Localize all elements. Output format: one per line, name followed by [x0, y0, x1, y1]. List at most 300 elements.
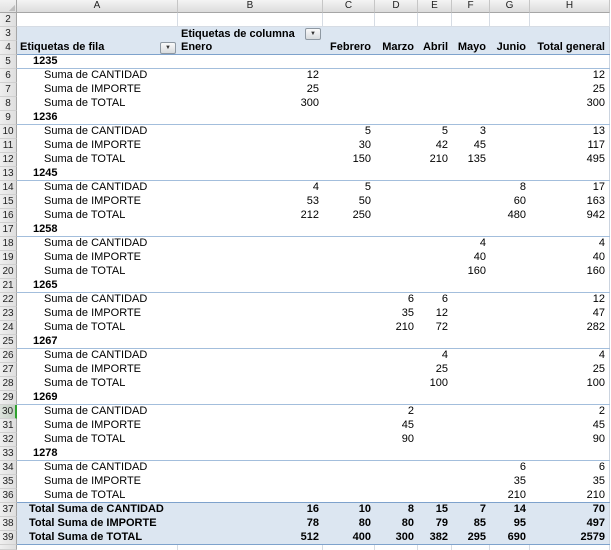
- cell-C17[interactable]: [323, 223, 375, 236]
- cell-C40[interactable]: [323, 545, 375, 550]
- value-cell-G11[interactable]: [490, 139, 530, 153]
- value-cell-B7[interactable]: 25: [306, 83, 319, 95]
- value-cell-D16[interactable]: [375, 209, 418, 223]
- row-header-5[interactable]: 5: [0, 55, 17, 69]
- row-header-8[interactable]: 8: [0, 97, 17, 111]
- cell-E9[interactable]: [418, 111, 452, 124]
- value-cell-B24[interactable]: [178, 321, 323, 335]
- row-header-12[interactable]: 12: [0, 153, 17, 167]
- cell-B2[interactable]: [178, 13, 323, 27]
- cell-G9[interactable]: [490, 111, 530, 124]
- cell-B29[interactable]: [178, 391, 323, 404]
- value-cell-C30[interactable]: [323, 405, 375, 419]
- cell-H3[interactable]: [530, 27, 610, 41]
- metric-label-cell[interactable]: Suma de IMPORTE: [44, 195, 141, 207]
- value-cell-H27[interactable]: 25: [530, 363, 610, 377]
- value-cell-G28[interactable]: [490, 377, 530, 391]
- value-cell-C23[interactable]: [323, 307, 375, 321]
- value-cell-G8[interactable]: [490, 97, 530, 111]
- cell-G3[interactable]: [490, 27, 530, 41]
- value-cell-H15[interactable]: 163: [530, 195, 610, 209]
- value-cell-D15[interactable]: [375, 195, 418, 209]
- month-header-cell[interactable]: Total general: [530, 41, 610, 54]
- value-cell-B35[interactable]: [178, 475, 323, 489]
- cell-G25[interactable]: [490, 335, 530, 348]
- row-header-26[interactable]: 26: [0, 349, 17, 363]
- row-header-34[interactable]: 34: [0, 461, 17, 475]
- cell-C2[interactable]: [323, 13, 375, 27]
- group-label-cell[interactable]: 1235: [33, 55, 58, 67]
- metric-label-cell[interactable]: Suma de IMPORTE: [44, 419, 141, 431]
- value-cell-B31[interactable]: [178, 419, 323, 433]
- value-cell-B34[interactable]: [178, 461, 323, 475]
- value-cell-B32[interactable]: [178, 433, 323, 447]
- value-cell-C15[interactable]: 50: [358, 195, 371, 207]
- value-cell-B28[interactable]: [178, 377, 323, 391]
- value-cell-D32[interactable]: 90: [401, 433, 414, 445]
- value-cell-C31[interactable]: [323, 419, 375, 433]
- cell-B25[interactable]: [178, 335, 323, 348]
- value-cell-E20[interactable]: [418, 265, 452, 279]
- grand-total-label-cell[interactable]: Total Suma de TOTAL: [29, 531, 143, 543]
- value-cell-C35[interactable]: [323, 475, 375, 489]
- value-cell-D36[interactable]: [375, 489, 418, 502]
- row-header-9[interactable]: 9: [0, 111, 17, 125]
- group-label-cell[interactable]: 1269: [33, 391, 58, 403]
- cell-E17[interactable]: [418, 223, 452, 236]
- value-cell-C24[interactable]: [323, 321, 375, 335]
- value-cell-F12[interactable]: 135: [467, 153, 486, 165]
- cell-H13[interactable]: [530, 167, 610, 180]
- value-cell-F30[interactable]: [452, 405, 490, 419]
- value-cell-B15[interactable]: 53: [306, 195, 319, 207]
- value-cell-D14[interactable]: [375, 181, 418, 195]
- cell-D25[interactable]: [375, 335, 418, 348]
- cell-F2[interactable]: [452, 13, 490, 27]
- cell-G13[interactable]: [490, 167, 530, 180]
- total-value-cell-C38[interactable]: 80: [358, 517, 371, 529]
- metric-label-cell[interactable]: Suma de TOTAL: [44, 489, 126, 501]
- metric-label-cell[interactable]: Suma de CANTIDAD: [44, 69, 148, 81]
- value-cell-D22[interactable]: 6: [407, 293, 414, 305]
- cell-E29[interactable]: [418, 391, 452, 404]
- metric-label-cell[interactable]: Suma de TOTAL: [44, 97, 126, 109]
- value-cell-G20[interactable]: [490, 265, 530, 279]
- value-cell-C34[interactable]: [323, 461, 375, 475]
- value-cell-G27[interactable]: [490, 363, 530, 377]
- cell-C25[interactable]: [323, 335, 375, 348]
- metric-label-cell[interactable]: Suma de TOTAL: [44, 153, 126, 165]
- cell-H2[interactable]: [530, 13, 610, 27]
- metric-label-cell[interactable]: Suma de IMPORTE: [44, 307, 141, 319]
- metric-label-cell[interactable]: Suma de CANTIDAD: [44, 461, 148, 473]
- value-cell-G18[interactable]: [490, 237, 530, 251]
- row-header-32[interactable]: 32: [0, 433, 17, 447]
- value-cell-F26[interactable]: [452, 349, 490, 363]
- value-cell-H26[interactable]: 4: [530, 349, 610, 363]
- value-cell-H22[interactable]: 12: [530, 293, 610, 307]
- cell-E25[interactable]: [418, 335, 452, 348]
- value-cell-D23[interactable]: 35: [401, 307, 414, 319]
- value-cell-H18[interactable]: 4: [530, 237, 610, 251]
- cell-D33[interactable]: [375, 447, 418, 460]
- group-label-cell[interactable]: 1267: [33, 335, 58, 347]
- row-header-17[interactable]: 17: [0, 223, 17, 237]
- value-cell-H12[interactable]: 495: [530, 153, 610, 167]
- value-cell-F23[interactable]: [452, 307, 490, 321]
- metric-label-cell[interactable]: Suma de CANTIDAD: [44, 293, 148, 305]
- value-cell-H31[interactable]: 45: [530, 419, 610, 433]
- value-cell-C36[interactable]: [323, 489, 375, 502]
- cell-D29[interactable]: [375, 391, 418, 404]
- row-header-29[interactable]: 29: [0, 391, 17, 405]
- value-cell-F28[interactable]: [452, 377, 490, 391]
- total-value-cell-G37[interactable]: 14: [513, 503, 526, 515]
- value-cell-D28[interactable]: [375, 377, 418, 391]
- total-value-cell-H39[interactable]: 2579: [530, 531, 610, 544]
- row-header-3[interactable]: 3: [0, 27, 17, 41]
- value-cell-D30[interactable]: 2: [407, 405, 414, 417]
- cell-E33[interactable]: [418, 447, 452, 460]
- metric-label-cell[interactable]: Suma de CANTIDAD: [44, 237, 148, 249]
- row-header-7[interactable]: 7: [0, 83, 17, 97]
- value-cell-F24[interactable]: [452, 321, 490, 335]
- value-cell-G22[interactable]: [490, 293, 530, 307]
- row-header-19[interactable]: 19: [0, 251, 17, 265]
- value-cell-F35[interactable]: [452, 475, 490, 489]
- value-cell-H30[interactable]: 2: [530, 405, 610, 419]
- cell-H40[interactable]: [530, 545, 610, 550]
- row-header-13[interactable]: 13: [0, 167, 17, 181]
- value-cell-G12[interactable]: [490, 153, 530, 167]
- row-header-25[interactable]: 25: [0, 335, 17, 349]
- total-value-cell-C37[interactable]: 10: [358, 503, 371, 515]
- select-all-corner[interactable]: [0, 0, 17, 13]
- cell-C3[interactable]: [323, 27, 375, 41]
- row-header-27[interactable]: 27: [0, 363, 17, 377]
- value-cell-H23[interactable]: 47: [530, 307, 610, 321]
- column-header-D[interactable]: D: [375, 0, 418, 13]
- metric-label-cell[interactable]: Suma de TOTAL: [44, 321, 126, 333]
- value-cell-B26[interactable]: [178, 349, 323, 363]
- total-value-cell-B37[interactable]: 16: [306, 503, 319, 515]
- cell-E13[interactable]: [418, 167, 452, 180]
- value-cell-E30[interactable]: [418, 405, 452, 419]
- row-header-33[interactable]: 33: [0, 447, 17, 461]
- cell-D5[interactable]: [375, 55, 418, 68]
- value-cell-B23[interactable]: [178, 307, 323, 321]
- cell-D17[interactable]: [375, 223, 418, 236]
- metric-label-cell[interactable]: Suma de IMPORTE: [44, 363, 141, 375]
- metric-label-cell[interactable]: Suma de IMPORTE: [44, 475, 141, 487]
- value-cell-H35[interactable]: 35: [530, 475, 610, 489]
- cell-G21[interactable]: [490, 279, 530, 292]
- value-cell-E32[interactable]: [418, 433, 452, 447]
- value-cell-F36[interactable]: [452, 489, 490, 502]
- metric-label-cell[interactable]: Suma de TOTAL: [44, 265, 126, 277]
- row-header-11[interactable]: 11: [0, 139, 17, 153]
- group-label-cell[interactable]: 1265: [33, 279, 58, 291]
- value-cell-C10[interactable]: 5: [364, 125, 371, 137]
- value-cell-C14[interactable]: 5: [364, 181, 371, 193]
- group-label-cell[interactable]: 1236: [33, 111, 58, 123]
- value-cell-E16[interactable]: [418, 209, 452, 223]
- value-cell-B36[interactable]: [178, 489, 323, 502]
- value-cell-E23[interactable]: 12: [435, 307, 448, 319]
- value-cell-C6[interactable]: [323, 69, 375, 83]
- value-cell-H20[interactable]: 160: [530, 265, 610, 279]
- row-header-16[interactable]: 16: [0, 209, 17, 223]
- value-cell-E26[interactable]: 4: [441, 349, 448, 361]
- cell-E21[interactable]: [418, 279, 452, 292]
- value-cell-G6[interactable]: [490, 69, 530, 83]
- value-cell-G19[interactable]: [490, 251, 530, 265]
- value-cell-F22[interactable]: [452, 293, 490, 307]
- value-cell-H8[interactable]: 300: [530, 97, 610, 111]
- row-header-14[interactable]: 14: [0, 181, 17, 195]
- total-value-cell-H38[interactable]: 497: [530, 517, 610, 531]
- value-cell-G36[interactable]: 210: [507, 489, 526, 501]
- value-cell-C26[interactable]: [323, 349, 375, 363]
- value-cell-C7[interactable]: [323, 83, 375, 97]
- cell-D2[interactable]: [375, 13, 418, 27]
- value-cell-F15[interactable]: [452, 195, 490, 209]
- month-header-cell[interactable]: Marzo: [382, 41, 414, 53]
- value-cell-C28[interactable]: [323, 377, 375, 391]
- cell-F33[interactable]: [452, 447, 490, 460]
- cell-C33[interactable]: [323, 447, 375, 460]
- value-cell-G26[interactable]: [490, 349, 530, 363]
- value-cell-G10[interactable]: [490, 125, 530, 139]
- value-cell-E10[interactable]: 5: [441, 125, 448, 137]
- value-cell-D19[interactable]: [375, 251, 418, 265]
- metric-label-cell[interactable]: Suma de TOTAL: [44, 377, 126, 389]
- metric-label-cell[interactable]: Suma de TOTAL: [44, 433, 126, 445]
- value-cell-G24[interactable]: [490, 321, 530, 335]
- cell-E40[interactable]: [418, 545, 452, 550]
- cell-F17[interactable]: [452, 223, 490, 236]
- metric-label-cell[interactable]: Suma de CANTIDAD: [44, 405, 148, 417]
- value-cell-B10[interactable]: [178, 125, 323, 139]
- column-header-B[interactable]: B: [178, 0, 323, 13]
- value-cell-H24[interactable]: 282: [530, 321, 610, 335]
- cell-G40[interactable]: [490, 545, 530, 550]
- value-cell-C20[interactable]: [323, 265, 375, 279]
- value-cell-C16[interactable]: 250: [352, 209, 371, 221]
- cell-C13[interactable]: [323, 167, 375, 180]
- value-cell-E12[interactable]: 210: [429, 153, 448, 165]
- value-cell-H32[interactable]: 90: [530, 433, 610, 447]
- row-header-10[interactable]: 10: [0, 125, 17, 139]
- value-cell-G16[interactable]: 480: [507, 209, 526, 221]
- column-labels-field-cell[interactable]: [178, 27, 323, 41]
- row-header-30[interactable]: 30: [0, 405, 17, 419]
- total-value-cell-G39[interactable]: 690: [507, 531, 526, 543]
- value-cell-F11[interactable]: 45: [473, 139, 486, 151]
- cell-D9[interactable]: [375, 111, 418, 124]
- value-cell-D35[interactable]: [375, 475, 418, 489]
- value-cell-D18[interactable]: [375, 237, 418, 251]
- cell-H29[interactable]: [530, 391, 610, 404]
- row-header-15[interactable]: 15: [0, 195, 17, 209]
- value-cell-C32[interactable]: [323, 433, 375, 447]
- cell-G2[interactable]: [490, 13, 530, 27]
- column-header-G[interactable]: G: [490, 0, 530, 13]
- row-header-38[interactable]: 38: [0, 517, 17, 531]
- total-value-cell-C39[interactable]: 400: [352, 531, 371, 543]
- value-cell-C8[interactable]: [323, 97, 375, 111]
- value-cell-D24[interactable]: 210: [395, 321, 414, 333]
- row-header-39[interactable]: 39: [0, 531, 17, 545]
- cell-E3[interactable]: [418, 27, 452, 41]
- cell-B17[interactable]: [178, 223, 323, 236]
- value-cell-F27[interactable]: [452, 363, 490, 377]
- value-cell-C18[interactable]: [323, 237, 375, 251]
- value-cell-E19[interactable]: [418, 251, 452, 265]
- value-cell-B30[interactable]: [178, 405, 323, 419]
- cell-G17[interactable]: [490, 223, 530, 236]
- value-cell-H28[interactable]: 100: [530, 377, 610, 391]
- value-cell-F16[interactable]: [452, 209, 490, 223]
- cell-C9[interactable]: [323, 111, 375, 124]
- value-cell-D20[interactable]: [375, 265, 418, 279]
- row-header-6[interactable]: 6: [0, 69, 17, 83]
- value-cell-F34[interactable]: [452, 461, 490, 475]
- column-header-C[interactable]: C: [323, 0, 375, 13]
- column-header-F[interactable]: F: [452, 0, 490, 13]
- value-cell-B27[interactable]: [178, 363, 323, 377]
- value-cell-F6[interactable]: [452, 69, 490, 83]
- cell-D40[interactable]: [375, 545, 418, 550]
- value-cell-E8[interactable]: [418, 97, 452, 111]
- value-cell-G34[interactable]: 6: [519, 461, 526, 473]
- grand-total-label-cell[interactable]: Total Suma de CANTIDAD: [29, 503, 164, 515]
- value-cell-E27[interactable]: 25: [435, 363, 448, 375]
- value-cell-E18[interactable]: [418, 237, 452, 251]
- value-cell-F18[interactable]: 4: [479, 237, 486, 249]
- cell-A3[interactable]: [17, 27, 178, 41]
- cell-F13[interactable]: [452, 167, 490, 180]
- total-value-cell-F39[interactable]: 295: [467, 531, 486, 543]
- value-cell-G30[interactable]: [490, 405, 530, 419]
- cell-C21[interactable]: [323, 279, 375, 292]
- row-labels-filter-button[interactable]: [160, 42, 176, 54]
- total-value-cell-F38[interactable]: 85: [473, 517, 486, 529]
- value-cell-B16[interactable]: 212: [300, 209, 319, 221]
- row-header-35[interactable]: 35: [0, 475, 17, 489]
- cell-F9[interactable]: [452, 111, 490, 124]
- value-cell-F10[interactable]: 3: [479, 125, 486, 137]
- cell-G33[interactable]: [490, 447, 530, 460]
- value-cell-B19[interactable]: [178, 251, 323, 265]
- column-header-E[interactable]: E: [418, 0, 452, 13]
- row-header-2[interactable]: 2: [0, 13, 17, 27]
- value-cell-H10[interactable]: 13: [530, 125, 610, 139]
- value-cell-G35[interactable]: 35: [513, 475, 526, 487]
- cell-H33[interactable]: [530, 447, 610, 460]
- value-cell-E7[interactable]: [418, 83, 452, 97]
- value-cell-B12[interactable]: [178, 153, 323, 167]
- value-cell-D10[interactable]: [375, 125, 418, 139]
- value-cell-E31[interactable]: [418, 419, 452, 433]
- value-cell-D8[interactable]: [375, 97, 418, 111]
- cell-H17[interactable]: [530, 223, 610, 236]
- month-header-cell[interactable]: Junio: [496, 41, 526, 53]
- metric-label-cell[interactable]: Suma de IMPORTE: [44, 251, 141, 263]
- cell-B13[interactable]: [178, 167, 323, 180]
- total-value-cell-G38[interactable]: 95: [513, 517, 526, 529]
- metric-label-cell[interactable]: Suma de IMPORTE: [44, 83, 141, 95]
- value-cell-E34[interactable]: [418, 461, 452, 475]
- value-cell-H6[interactable]: 12: [530, 69, 610, 83]
- row-header-20[interactable]: 20: [0, 265, 17, 279]
- value-cell-G23[interactable]: [490, 307, 530, 321]
- column-labels-filter-button[interactable]: [305, 28, 321, 40]
- value-cell-F31[interactable]: [452, 419, 490, 433]
- group-label-cell[interactable]: 1258: [33, 223, 58, 235]
- value-cell-H7[interactable]: 25: [530, 83, 610, 97]
- cell-D21[interactable]: [375, 279, 418, 292]
- cell-C29[interactable]: [323, 391, 375, 404]
- value-cell-F20[interactable]: 160: [467, 265, 486, 277]
- cell-A2[interactable]: [17, 13, 178, 27]
- total-value-cell-D37[interactable]: 8: [407, 503, 414, 515]
- cell-D3[interactable]: [375, 27, 418, 41]
- row-header-21[interactable]: 21: [0, 279, 17, 293]
- value-cell-F32[interactable]: [452, 433, 490, 447]
- value-cell-F8[interactable]: [452, 97, 490, 111]
- value-cell-C12[interactable]: 150: [352, 153, 371, 165]
- row-header-36[interactable]: 36: [0, 489, 17, 503]
- month-header-cell[interactable]: Abril: [422, 41, 448, 53]
- group-label-cell[interactable]: 1245: [33, 167, 58, 179]
- value-cell-B11[interactable]: [178, 139, 323, 153]
- total-value-cell-B39[interactable]: 512: [300, 531, 319, 543]
- cell-F21[interactable]: [452, 279, 490, 292]
- metric-label-cell[interactable]: Suma de TOTAL: [44, 209, 126, 221]
- cell-G29[interactable]: [490, 391, 530, 404]
- value-cell-H14[interactable]: 17: [530, 181, 610, 195]
- value-cell-B22[interactable]: [178, 293, 323, 307]
- cell-H5[interactable]: [530, 55, 610, 68]
- value-cell-D12[interactable]: [375, 153, 418, 167]
- row-header-22[interactable]: 22: [0, 293, 17, 307]
- value-cell-G31[interactable]: [490, 419, 530, 433]
- value-cell-B8[interactable]: 300: [300, 97, 319, 109]
- cell-H25[interactable]: [530, 335, 610, 348]
- metric-label-cell[interactable]: Suma de IMPORTE: [44, 139, 141, 151]
- grand-total-label-cell[interactable]: Total Suma de IMPORTE: [29, 517, 157, 529]
- value-cell-E35[interactable]: [418, 475, 452, 489]
- value-cell-H34[interactable]: 6: [530, 461, 610, 475]
- column-header-A[interactable]: A: [17, 0, 178, 13]
- group-label-cell[interactable]: 1278: [33, 447, 58, 459]
- total-value-cell-B38[interactable]: 78: [306, 517, 319, 529]
- value-cell-B20[interactable]: [178, 265, 323, 279]
- value-cell-F19[interactable]: 40: [473, 251, 486, 263]
- total-value-cell-E37[interactable]: 15: [435, 503, 448, 515]
- value-cell-C19[interactable]: [323, 251, 375, 265]
- column-header-H[interactable]: H: [530, 0, 610, 13]
- value-cell-B18[interactable]: [178, 237, 323, 251]
- value-cell-E6[interactable]: [418, 69, 452, 83]
- value-cell-F14[interactable]: [452, 181, 490, 195]
- total-value-cell-E39[interactable]: 382: [429, 531, 448, 543]
- value-cell-G32[interactable]: [490, 433, 530, 447]
- value-cell-E15[interactable]: [418, 195, 452, 209]
- cell-B21[interactable]: [178, 279, 323, 292]
- row-header-28[interactable]: 28: [0, 377, 17, 391]
